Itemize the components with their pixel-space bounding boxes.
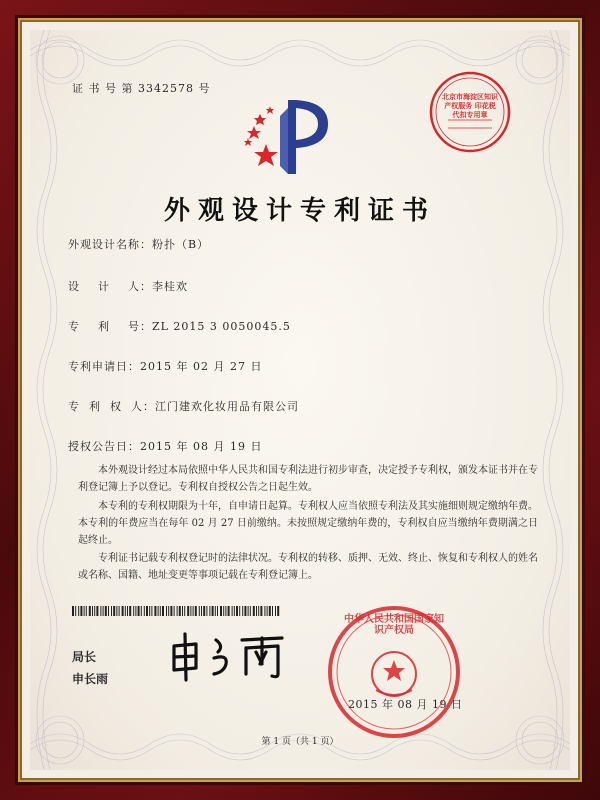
barcode-bar: [220, 606, 222, 616]
director-name: 申长雨: [72, 672, 109, 686]
barcode-bar: [232, 606, 233, 616]
barcode-bar: [209, 606, 210, 616]
barcode-bar: [84, 606, 85, 616]
barcode-bar: [141, 606, 142, 616]
director-signature: [166, 628, 296, 684]
field-design-name: [68, 236, 209, 252]
field-application-date: [68, 358, 262, 374]
barcode-bar: [162, 606, 164, 616]
barcode-bar: [149, 606, 150, 616]
certificate-title: 外观设计专利证书: [163, 196, 436, 226]
barcode-bar: [206, 606, 207, 616]
barcode-bar: [166, 606, 167, 616]
barcode-bar: [272, 606, 273, 616]
field-label: 专利申请日：: [68, 360, 140, 373]
barcode-bar: [103, 606, 104, 616]
field-label: 外观设计名称：: [68, 238, 152, 251]
barcode-bar: [138, 606, 140, 616]
barcode-bar: [242, 606, 243, 616]
barcode-bar: [94, 606, 95, 616]
barcode-bar: [236, 606, 238, 616]
barcode-bar: [80, 606, 82, 616]
field-value: 李桂欢: [151, 280, 188, 293]
barcode-bar: [116, 606, 117, 616]
barcode-bar: [228, 606, 230, 616]
barcode-bar: [253, 606, 255, 616]
field-patentee: [68, 398, 299, 414]
barcode-bar: [182, 606, 183, 616]
barcode-bar: [170, 606, 172, 616]
paragraph-grant: 本外观设计经过本局依照中华人民共和国专利法进行初步审查，决定授予专利权，颁发本证书并在专利登记簿上予以登记。专利权自授权公告之日起生效。: [78, 465, 538, 493]
field-value: 江门建欢化妆用品有限公司: [154, 400, 299, 413]
agency-stamp: [428, 70, 512, 154]
barcode-bar: [89, 606, 91, 616]
barcode-bar: [174, 606, 175, 616]
barcode-bar: [75, 606, 76, 616]
barcode-bar: [105, 606, 107, 616]
barcode-bar: [100, 606, 101, 616]
barcode-bar: [248, 606, 249, 616]
barcode-bar: [158, 606, 159, 616]
barcode-bar: [125, 606, 126, 616]
barcode-bar: [187, 606, 189, 616]
barcode-bar: [111, 606, 112, 616]
barcode: [72, 606, 282, 616]
barcode-bar: [258, 606, 259, 616]
barcode-bar: [199, 606, 200, 616]
patent-office-logo: [236, 96, 336, 178]
barcode-bar: [168, 606, 169, 616]
page-footer: 第 1 页（共 1 页）: [261, 737, 339, 747]
barcode-bar: [86, 606, 87, 616]
barcode-bar: [122, 606, 124, 616]
barcode-bar: [72, 606, 74, 616]
barcode-bar: [135, 606, 136, 616]
barcode-bar: [190, 606, 191, 616]
barcode-bar: [108, 606, 109, 616]
barcode-bar: [179, 606, 181, 616]
field-value: 2015 年 02 月 27 日: [140, 360, 263, 373]
barcode-bar: [146, 606, 148, 616]
barcode-bar: [244, 606, 246, 616]
barcode-bar: [264, 606, 265, 616]
barcode-bar: [201, 606, 202, 616]
field-value: 粉扑（B）: [152, 238, 210, 251]
barcode-bar: [184, 606, 185, 616]
field-value: ZL 2015 3 0050045.5: [151, 320, 291, 333]
barcode-bar: [151, 606, 152, 616]
barcode-bar: [177, 606, 178, 616]
barcode-bar: [92, 606, 93, 616]
barcode-bar: [225, 606, 226, 616]
field-label: 专 利 权 人：: [68, 400, 155, 413]
barcode-bar: [256, 606, 257, 616]
barcode-bar: [275, 606, 276, 616]
barcode-bar: [217, 606, 218, 616]
barcode-bar: [250, 606, 251, 616]
field-designer: [68, 278, 188, 294]
barcode-bar: [195, 606, 197, 616]
office-seal-text: 中华人民共和国国家知识产权局: [344, 614, 444, 636]
barcode-bar: [119, 606, 120, 616]
field-patent-number: [68, 318, 291, 334]
field-value: 2015 年 08 月 19 日: [140, 440, 263, 453]
barcode-bar: [193, 606, 194, 616]
barcode-bar: [277, 606, 279, 616]
barcode-bar: [215, 606, 216, 616]
paragraph-legal-status: 专利证书记载专利权登记时的法律状况。专利权的转移、质押、无效、终止、恢复和专利权人的姓名或名称、国籍、地址变更等事项记载在专利登记簿上。: [78, 553, 538, 581]
director-title: 局长: [72, 650, 97, 664]
field-grant-date: [68, 438, 262, 454]
certificate-paper: [30, 30, 570, 770]
field-label: 设 计 人：: [68, 280, 152, 293]
barcode-bar: [269, 606, 271, 616]
barcode-bar: [133, 606, 134, 616]
barcode-bar: [160, 606, 161, 616]
barcode-bar: [127, 606, 128, 616]
office-seal: [326, 604, 462, 740]
barcode-bar: [260, 606, 262, 616]
barcode-bar: [154, 606, 156, 616]
barcode-bar: [267, 606, 268, 616]
barcode-bar: [129, 606, 131, 616]
barcode-bar: [239, 606, 240, 616]
barcode-bar: [113, 606, 115, 616]
barcode-bar: [144, 606, 145, 616]
agency-stamp-text: 北京市海淀区知识产权服务 印花税代扣专用章: [442, 92, 498, 119]
issue-date: 2015 年 08 月 19 日: [348, 698, 463, 711]
barcode-bar: [212, 606, 214, 616]
barcode-bar: [203, 606, 205, 616]
field-label: 专 利 号：: [68, 320, 152, 333]
barcode-bar: [96, 606, 98, 616]
barcode-bar: [223, 606, 224, 616]
barcode-bar: [234, 606, 235, 616]
field-label: 授权公告日：: [68, 440, 140, 453]
certificate-number: 证 书 号 第 3342578 号: [72, 82, 211, 95]
paragraph-term: 本专利的专利权期限为十年，自申请日起算。专利权人应当依照专利法及其实施细则规定缴纳年费。本专利的年费应当在每年 02 月 27 日前缴纳。未按照规定缴纳年费的，专利权自应当缴纳年费期满之日起终止。: [78, 501, 538, 546]
barcode-bar: [78, 606, 79, 616]
